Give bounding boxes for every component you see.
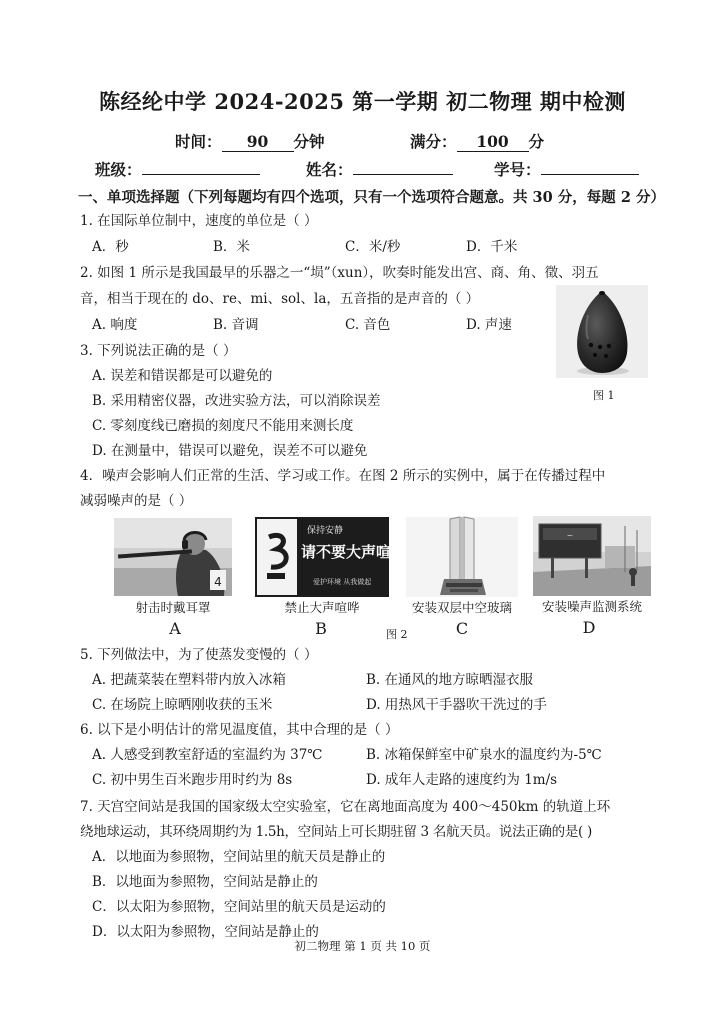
q3-option-c[interactable]: C. 零刻度线已磨损的刻度尺不能用来测长度 xyxy=(92,418,354,434)
score-value: 100 xyxy=(457,133,529,152)
figure-2a-label: 射击时戴耳罩 xyxy=(135,600,211,615)
figure-1-caption: 图 1 xyxy=(593,389,615,402)
question-5-stem: 5. 下列做法中，为了使蒸发变慢的（ ） xyxy=(80,647,318,663)
page-title: 陈经纶中学 2024-2025 第一学期 初二物理 期中检测 xyxy=(99,89,626,114)
name-label: 姓名： xyxy=(306,160,353,179)
page-footer: 初二物理 第 1 页 共 10 页 xyxy=(294,939,431,953)
figure-2b-label: 禁止大声喧哗 xyxy=(284,600,360,615)
class-field xyxy=(95,158,260,180)
q7-option-c[interactable]: C．以太阳为参照物，空间站里的航天员是运动的 xyxy=(92,899,386,915)
id-label: 学号： xyxy=(494,160,541,179)
q1-option-c[interactable]: C．米/秒 xyxy=(345,239,401,255)
sign-main-text: 请不要大声喧哗 xyxy=(301,543,407,561)
score-unit: 分 xyxy=(528,132,545,151)
time-value: 90 xyxy=(222,133,294,152)
figure-2c-letter[interactable]: C xyxy=(455,619,469,638)
q7-option-b[interactable]: B．以地面为参照物，空间站是静止的 xyxy=(92,874,318,890)
q1-option-b[interactable]: B．米 xyxy=(213,239,250,255)
student-id-field xyxy=(494,158,639,180)
id-blank[interactable] xyxy=(541,174,639,175)
figure-2b-quiet-sign-image xyxy=(255,517,407,597)
figure-2d-letter[interactable]: D xyxy=(582,618,596,637)
question-4-stem-line1: 4．噪声会影响人们正常的生活、学习或工作。在图 2 所示的实例中，属于在传播过程中 xyxy=(80,468,606,484)
class-blank[interactable] xyxy=(142,174,260,175)
question-1-stem: 1. 在国际单位制中，速度的单位是（ ） xyxy=(80,213,318,229)
q2-option-c[interactable]: C. 音色 xyxy=(345,317,391,333)
q1-option-d[interactable]: D．千米 xyxy=(466,239,518,255)
figure-1-xun-image xyxy=(556,285,648,378)
q6-option-b[interactable]: B. 冰箱保鲜室中矿泉水的温度约为-5℃ xyxy=(366,747,602,763)
q3-option-b[interactable]: B. 采用精密仪器，改进实验方法，可以消除误差 xyxy=(92,393,381,409)
figure-2a-shooting-image xyxy=(114,518,232,596)
question-2-stem-line1: 2. 如图 1 所示是我国最早的乐器之一“埙”（xun），吹奏时能发出宫、商、角、徵、羽五 xyxy=(80,265,599,281)
question-4-stem-line2: 减弱噪声的是（ ） xyxy=(80,493,193,509)
figure-2d-monitor-image xyxy=(533,516,651,596)
class-label: 班级： xyxy=(95,160,142,179)
q6-option-d[interactable]: D. 成年人走路的速度约为 1m/s xyxy=(366,772,558,788)
figure-2c-window-image xyxy=(406,517,518,597)
q2-option-d[interactable]: D. 声速 xyxy=(466,317,512,333)
q5-option-b[interactable]: B. 在通风的地方晾晒湿衣服 xyxy=(366,672,534,688)
q7-option-a[interactable]: A．以地面为参照物，空间站里的航天员是静止的 xyxy=(92,849,386,865)
section-header: 一、单项选择题（下列每题均有四个选项，只有一个选项符合题意。共 30 分，每题 2 分） xyxy=(78,189,665,206)
sign-small-text: 保持安静 xyxy=(307,526,344,536)
figure-2-caption: 图 2 xyxy=(386,628,408,641)
figure-2d-label: 安装噪声监测系统 xyxy=(541,599,642,614)
q5-option-c[interactable]: C. 在场院上晾晒刚收获的玉米 xyxy=(92,697,273,713)
score-field xyxy=(410,130,544,152)
question-3-stem: 3. 下列说法正确的是（ ） xyxy=(80,343,237,359)
q2-option-b[interactable]: B. 音调 xyxy=(213,317,259,333)
sign-footer-text: 爱护环境 从我做起 xyxy=(313,578,372,586)
q7-option-d[interactable]: D．以太阳为参照物，空间站是静止的 xyxy=(92,924,319,940)
name-field xyxy=(306,158,453,180)
time-unit: 分钟 xyxy=(293,132,325,151)
figure-2a-letter[interactable]: A xyxy=(169,619,181,638)
q5-option-d[interactable]: D. 用热风干手器吹干洗过的手 xyxy=(366,697,547,713)
question-7-stem-line2: 绕地球运动，其环绕周期约为 1.5h，空间站上可长期驻留 3 名航天员。说法正确的是( ) xyxy=(80,824,592,840)
svg-text:4: 4 xyxy=(214,575,222,589)
time-label: 时间： xyxy=(175,132,222,151)
question-6-stem: 6. 以下是小明估计的常见温度值，其中合理的是（ ） xyxy=(80,722,399,738)
figure-2c-label: 安装双层中空玻璃 xyxy=(411,600,512,615)
question-2-stem-line2: 音，相当于现在的 do、re、mi、sol、la，五音指的是声音的（ ） xyxy=(80,291,480,307)
q6-option-c[interactable]: C. 初中男生百米跑步用时约为 8s xyxy=(92,772,293,788)
name-blank[interactable] xyxy=(353,174,453,175)
figure-2b-letter[interactable]: B xyxy=(315,619,327,638)
svg-text:~: ~ xyxy=(566,531,574,540)
q3-option-d[interactable]: D. 在测量中，错误可以避免，误差不可以避免 xyxy=(92,443,368,459)
q2-option-a[interactable]: A. 响度 xyxy=(92,317,138,333)
q1-option-a[interactable]: A．秒 xyxy=(92,239,129,255)
score-label: 满分： xyxy=(410,132,457,151)
q3-option-a[interactable]: A. 误差和错误都是可以避免的 xyxy=(92,368,273,384)
question-7-stem-line1: 7. 天宫空间站是我国的国家级太空实验室，它在离地面高度为 400～450km 的轨道上环 xyxy=(80,799,611,815)
q5-option-a[interactable]: A. 把蔬菜装在塑料带内放入冰箱 xyxy=(92,672,286,688)
q6-option-a[interactable]: A. 人感受到教室舒适的室温约为 37℃ xyxy=(92,747,323,763)
time-field xyxy=(175,130,325,152)
